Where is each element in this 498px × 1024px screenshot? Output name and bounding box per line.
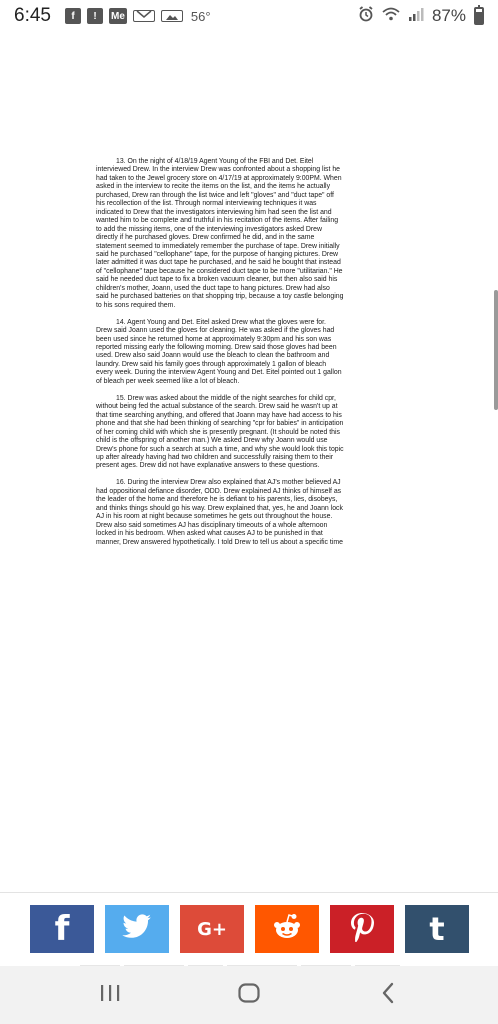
document-line: Drew also said sometimes AJ has disciplinary timeouts of a whole afternoon [96,521,328,529]
photo-notification-icon [161,10,183,22]
document-line: 14. Agent Young and Det. Eitel asked Drew what the gloves were for. [116,318,326,326]
temperature: 56° [190,8,211,24]
document-line: 15. Drew was asked about the middle of the night searches for child cpr, [116,394,336,402]
document-line: that time searching anything, and offered that Joann may have had access to his [96,411,342,419]
document-line: Drew's phone for such a search at such a time, and why she would look this topic [96,445,344,453]
back-button[interactable] [358,966,418,1024]
status-right [358,6,484,27]
document-line: phone and that she had been thinking of searching "cpr for babies" in anticipation [96,420,344,428]
paragraph-14 [96,319,398,387]
document-line: interviewed Drew. In the interview Drew was confronted about a shopping list he [96,166,340,174]
twitter-icon [122,914,152,945]
mail-notification-icon [133,10,155,22]
status-time: 6:45 [14,5,51,26]
home-button[interactable] [219,966,279,1024]
recents-button[interactable] [80,966,140,1024]
document-line: up after already having had two children and successfully raising them to their [96,453,334,461]
share-googleplus-button[interactable] [180,905,244,953]
document-line: indicated to Drew that the investigators interviewing him had seen the list and [96,208,332,216]
facebook-notification-icon: f [65,8,81,24]
battery-percent: 87% [431,6,466,25]
document-line: without being fed the actual substance of the search. Drew said he wasn't up at [96,403,338,411]
document-line: of her coming child with which she is presently pregnant. (It should be noted this [96,428,340,436]
paragraph-16 [96,479,398,547]
me-app-notification-icon: Me [109,8,127,24]
notification-icons [65,8,211,24]
document-line: had taken to the Jewel grocery store on 4/17/19 at approximately 9:00PM. When [96,174,342,182]
document-line: Drew said Joann used the gloves for cleaning. He was asked if the gloves had [96,327,335,335]
document-line: said he purchased batteries on that shopping trip, because a toy castle belonging [96,293,344,301]
document-line: of bleach per week seemed like a lot of bleach. [96,377,240,385]
document-line: been used since he returned home at approximately 9:30pm and his son was [96,335,332,343]
share-pinterest-button[interactable] [330,905,394,953]
document-page [96,158,398,555]
alarm-icon [358,6,374,27]
document-line: every week. During the interview Agent Young and Det. Eitel pointed out 1 gallon [96,369,342,377]
wifi-icon [382,7,400,26]
document-line: had oppositional defiance disorder, ODD. Drew explained AJ thinks of himself as [96,487,342,495]
share-tumblr-button[interactable] [405,905,469,953]
share-bar [0,893,498,965]
document-line: directly if he purchased gloves. Drew confirmed he did, and in the same [96,234,315,242]
document-line: and thinks things should go his way. Drew explained that, yes, he and Joann lock [96,504,343,512]
recents-icon [98,983,122,1008]
pinterest-icon [349,912,375,947]
battery-icon [474,7,484,25]
back-icon [380,982,396,1009]
document-line: 16. During the interview Drew also explained that AJ's mother believed AJ [116,479,341,487]
google-plus-icon: G+ [197,918,227,940]
document-line: present ages. Drew did not have explanative answers to these questions. [96,462,320,470]
document-line: manner, Drew answered hypothetically. I told Drew to tell us about a specific time [96,538,343,546]
navigation-bar [0,966,498,1024]
faded-background-text [80,958,410,966]
document-line: used. Drew also said Joann would use the bleach to clean the bathroom and [96,352,330,360]
paragraph-13 [96,158,398,310]
document-line: of "cellophane" tape because he considered duct tape to be more "utilitarian." He [96,267,343,275]
document-line: the leader of the home and therefore he is defiant to his parents, lies, disobeys, [96,496,338,504]
document-line: laundry. Drew said his family goes through approximately 1 gallon of bleach [96,360,327,368]
document-line: said he needed duct tape to fix a broken vacuum cleaner, but then also said his [96,276,338,284]
document-line: purchased, Drew ran through the list twice and left "gloves" and "duct tape" off [96,191,334,199]
document-line: said he purchased "cellophane" tape, for the purpose of hanging pictures. Drew [96,250,339,258]
share-facebook-button[interactable] [30,905,94,953]
document-line: to his sons required them. [96,301,176,309]
home-icon [237,982,261,1009]
share-reddit-button[interactable] [255,905,319,953]
document-line: his recollection of the list. Through normal interviewing techniques it was [96,200,317,208]
document-line: child is the offspring of another man.) We asked Drew why Joann would use [96,437,328,445]
signal-icon [408,7,424,26]
document-line: AJ in his room at night because sometimes he gets out throughout the house. [96,513,333,521]
alert-notification-icon: ! [87,8,103,24]
document-line: reported missing early the following morning. Drew said those gloves had been [96,344,337,352]
document-line: to add the missing items, one of the interviewing investigators asked Drew [96,225,322,233]
tumblr-icon: t [429,910,445,948]
facebook-icon: f [54,909,70,949]
document-line: asked in the interview to recite the items on the list, and the items he actually [96,183,331,191]
document-line: wanted him to be complete and truthful in his recitation of the items. After failing [96,217,339,225]
document-line: children's mother, Joann, used the duct tape to hang pictures. Drew had also [96,284,330,292]
document-line: later admitted it was duct tape he purchased, and he said he bought that instead [96,259,341,267]
document-line: locked in his bedroom. When asked what causes AJ to be punished in that [96,530,323,538]
reddit-icon [272,913,302,946]
scroll-indicator[interactable] [494,290,498,410]
document-line: statement seemed to immediately remember the purchase of tape. Drew initially [96,242,340,250]
status-bar [0,0,498,32]
share-twitter-button[interactable] [105,905,169,953]
paragraph-15 [96,395,398,471]
document-line: 13. On the night of 4/18/19 Agent Young of the FBI and Det. Eitel [116,158,314,165]
